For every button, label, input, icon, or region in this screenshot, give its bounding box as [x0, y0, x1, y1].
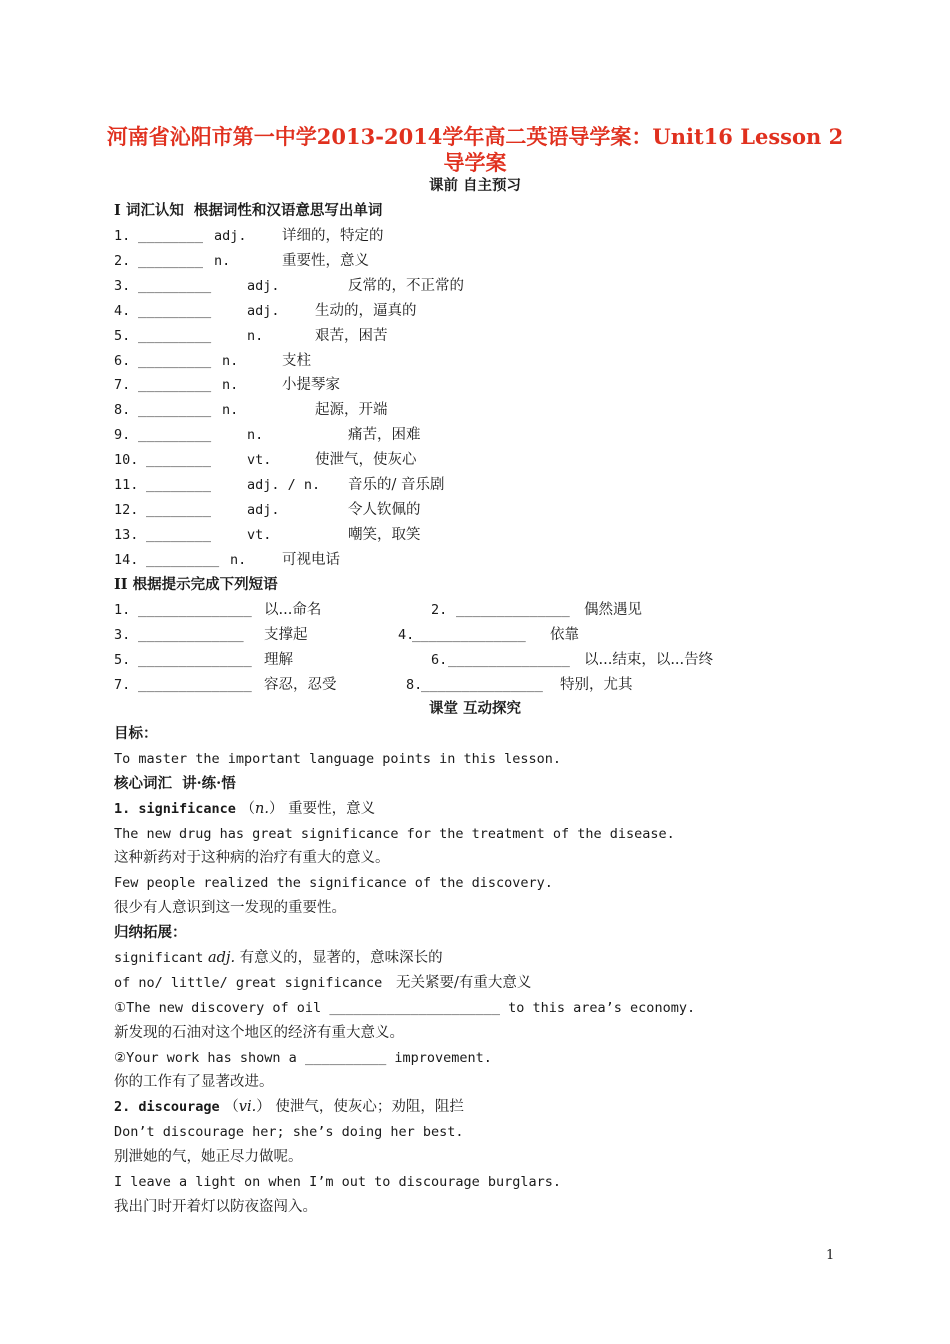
section-heading-pre: 课前 自主预习 [428, 177, 522, 194]
phrase-blank: ______________ [138, 602, 252, 618]
title-line-1: 河南省沁阳市第一中学2013-2014学年高二英语导学案：Unit16 Lesson 2 [106, 124, 844, 149]
phrase-blank: _______________ [421, 676, 543, 693]
phrase-row [114, 676, 834, 694]
core-heading: 核心词汇 讲·练·悟 [114, 775, 236, 792]
part1-heading: I 词汇认知 根据词性和汉语意思写出单词 [114, 202, 383, 219]
word2-meaning: 使泄气，使灰心；劝阻，阻拦 [275, 1099, 464, 1115]
vocab-number: 12. [114, 501, 139, 518]
word2-example1-en: Don’t discourage her; she’s doing her best. [114, 1124, 464, 1140]
exercise-2 [114, 1049, 492, 1067]
word1-pos: n. [255, 801, 269, 817]
exercise-1-post: to this area’s economy. [508, 1000, 696, 1016]
word1-example2-en: Few people realized the significance of the discovery. [114, 875, 553, 891]
vocab-blank: _________ [138, 352, 212, 369]
vocab-row [114, 302, 814, 320]
exercise-2-pre: ②Your work has shown a [114, 1050, 297, 1066]
vocab-blank: _________ [138, 302, 212, 319]
vocab-meaning: 小提琴家 [282, 377, 340, 394]
vocab-blank: ________ [146, 501, 212, 518]
word1-entry: 1. significance （n.） 重要性，意义 [114, 801, 376, 817]
page-number: 1 [826, 1248, 835, 1263]
vocab-blank: _________ [138, 402, 212, 419]
exercise-1 [114, 999, 695, 1017]
vocab-row [114, 501, 814, 519]
vocab-meaning: 令人钦佩的 [348, 501, 421, 518]
phrase-blank: _____________ [138, 626, 244, 643]
vocab-pos: adj. [247, 501, 280, 518]
phrase-meaning: 以...命名 [264, 602, 322, 618]
exercise-2-blank: __________ [304, 1050, 387, 1066]
word1-head: 1. significance [114, 801, 236, 817]
vocab-pos: n. [247, 427, 264, 444]
vocab-meaning: 嘲笑，取笑 [348, 526, 421, 543]
phrase-number: 2. [431, 602, 448, 618]
vocab-meaning: 重要性，意义 [282, 252, 369, 269]
phrase-meaning: 偶然遇见 [584, 602, 642, 618]
vocab-blank: ________ [138, 228, 204, 244]
vocab-number: 9. [114, 427, 131, 444]
vocab-pos: n. [214, 252, 231, 269]
vocab-blank: _________ [138, 377, 212, 394]
phrase-meaning: 特别，尤其 [560, 676, 633, 693]
goal-text: To master the important language points in this lesson. [114, 751, 562, 767]
vocab-number: 7. [114, 377, 131, 394]
phrase-number: 5. [114, 651, 131, 668]
expand-line1 [114, 949, 443, 967]
vocab-row [114, 551, 814, 569]
vocab-row [114, 352, 814, 370]
vocab-pos: n. [222, 352, 239, 369]
vocab-meaning: 反常的，不正常的 [348, 277, 464, 294]
vocab-number: 6. [114, 352, 131, 369]
vocab-row [114, 526, 814, 544]
phrase-row [114, 651, 834, 669]
vocab-pos: vt. [247, 526, 272, 543]
exercise-1-pre: ①The new discovery of oil [114, 1000, 322, 1016]
vocab-meaning: 痛苦，困难 [348, 427, 421, 444]
vocab-number: 5. [114, 327, 131, 344]
vocab-pos: vt. [247, 452, 272, 469]
vocab-row [114, 376, 814, 394]
vocab-number: 2. [114, 252, 131, 269]
vocab-row [114, 252, 814, 270]
vocab-number: 4. [114, 302, 131, 319]
phrase-number: 7. [114, 676, 131, 693]
phrase-meaning: 依靠 [550, 626, 579, 643]
vocab-pos: n. [247, 327, 264, 344]
word1-example1-en: The new drug has great significance for the treatment of the disease. [114, 826, 675, 842]
vocab-number: 11. [114, 477, 139, 493]
word2-example2-en: I leave a light on when I’m out to discourage burglars. [114, 1174, 562, 1190]
vocab-meaning: 音乐的/ 音乐剧 [348, 477, 445, 493]
vocab-meaning: 生动的，逼真的 [315, 302, 417, 319]
phrase-number: 3. [114, 626, 131, 643]
exercise-1-zh: 新发现的石油对这个地区的经济有重大意义。 [114, 1025, 404, 1041]
goal-label: 目标： [114, 725, 158, 742]
vocab-meaning: 使泄气，使灰心 [315, 452, 417, 469]
exercise-2-post: improvement. [394, 1050, 492, 1066]
vocab-row [114, 451, 814, 469]
phrase-meaning: 以...结束，以...告终 [584, 651, 714, 668]
vocab-blank: _________ [138, 427, 212, 444]
phrase-number: 8. [406, 676, 423, 693]
vocab-pos: adj. / n. [247, 477, 321, 493]
vocab-blank: ________ [146, 526, 212, 543]
phrase-number: 4. [398, 626, 415, 643]
vocab-row [114, 227, 814, 245]
word2-head: 2. discourage [114, 1099, 220, 1115]
word2-pos: vi. [238, 1099, 257, 1115]
phrase-meaning: 理解 [264, 651, 293, 668]
vocab-number: 3. [114, 277, 131, 294]
phrase-blank: _______________ [448, 651, 570, 668]
vocab-row [114, 401, 814, 419]
document-title [100, 124, 850, 176]
vocab-row [114, 426, 814, 444]
phrase-blank: ______________ [456, 602, 570, 618]
phrase-blank: ______________ [138, 676, 252, 693]
phrase-meaning: 支撑起 [264, 626, 308, 643]
vocab-meaning: 起源，开端 [315, 402, 388, 419]
exercise-1-blank: _____________________ [329, 1000, 500, 1016]
vocab-blank: ________ [138, 252, 204, 269]
word1-meaning: 重要性，意义 [288, 801, 376, 817]
vocab-blank: _________ [146, 551, 220, 568]
phrase-number: 1. [114, 602, 131, 618]
vocab-pos: adj. [214, 228, 247, 244]
vocab-blank: _________ [138, 277, 212, 294]
phrase-row [114, 626, 834, 644]
vocab-meaning: 可视电话 [282, 551, 340, 568]
expand-line2 [114, 974, 531, 992]
expand-label: 归纳拓展： [114, 924, 187, 941]
vocab-number: 13. [114, 526, 139, 543]
vocab-blank: ________ [146, 452, 212, 469]
vocab-pos: n. [230, 551, 247, 568]
vocab-pos: adj. [247, 302, 280, 319]
phrase-blank: ______________ [138, 651, 252, 668]
phrase-blank: ______________ [412, 626, 526, 643]
part2-heading: II 根据提示完成下列短语 [114, 576, 278, 593]
expand-phrase: of no/ little/ great significance [114, 975, 383, 991]
word2-example1-zh: 别泄她的气，她正尽力做呢。 [114, 1149, 303, 1165]
vocab-number: 1. [114, 228, 131, 244]
expand-pos: adj. [208, 950, 236, 966]
phrase-row [114, 601, 834, 619]
word2-example2-zh: 我出门时开着灯以防夜盗闯入。 [114, 1199, 317, 1215]
vocab-meaning: 艰苦，困苦 [315, 327, 388, 344]
expand-phrase-meaning: 无关紧要/有重大意义 [396, 975, 532, 991]
vocab-meaning: 详细的，特定的 [282, 228, 384, 244]
vocab-number: 8. [114, 402, 131, 419]
expand-word: significant [114, 950, 204, 966]
title-line-2: 导学案 [443, 150, 507, 175]
phrase-meaning: 容忍，忍受 [264, 676, 337, 693]
vocab-blank: _________ [138, 327, 212, 344]
vocab-row [114, 327, 814, 345]
word1-example2-zh: 很少有人意识到这一发现的重要性。 [114, 900, 346, 916]
word1-example1-zh: 这种新药对于这种病的治疗有重大的意义。 [114, 850, 390, 866]
vocab-number: 10. [114, 452, 139, 469]
vocab-meaning: 支柱 [282, 352, 311, 369]
word2-entry: 2. discourage （vi.） 使泄气，使灰心；劝阻，阻拦 [114, 1099, 464, 1115]
exercise-2-zh: 你的工作有了显著改进。 [114, 1074, 274, 1090]
vocab-pos: n. [222, 402, 239, 419]
expand-meaning: 有意义的，显著的，意味深长的 [239, 950, 443, 966]
vocab-blank: ________ [146, 477, 212, 493]
vocab-pos: n. [222, 377, 239, 394]
vocab-row [114, 277, 814, 295]
vocab-pos: adj. [247, 277, 280, 294]
vocab-row [114, 476, 814, 494]
section-heading-class: 课堂 互动探究 [428, 700, 522, 717]
vocab-number: 14. [114, 551, 139, 568]
phrase-number: 6. [431, 651, 448, 668]
